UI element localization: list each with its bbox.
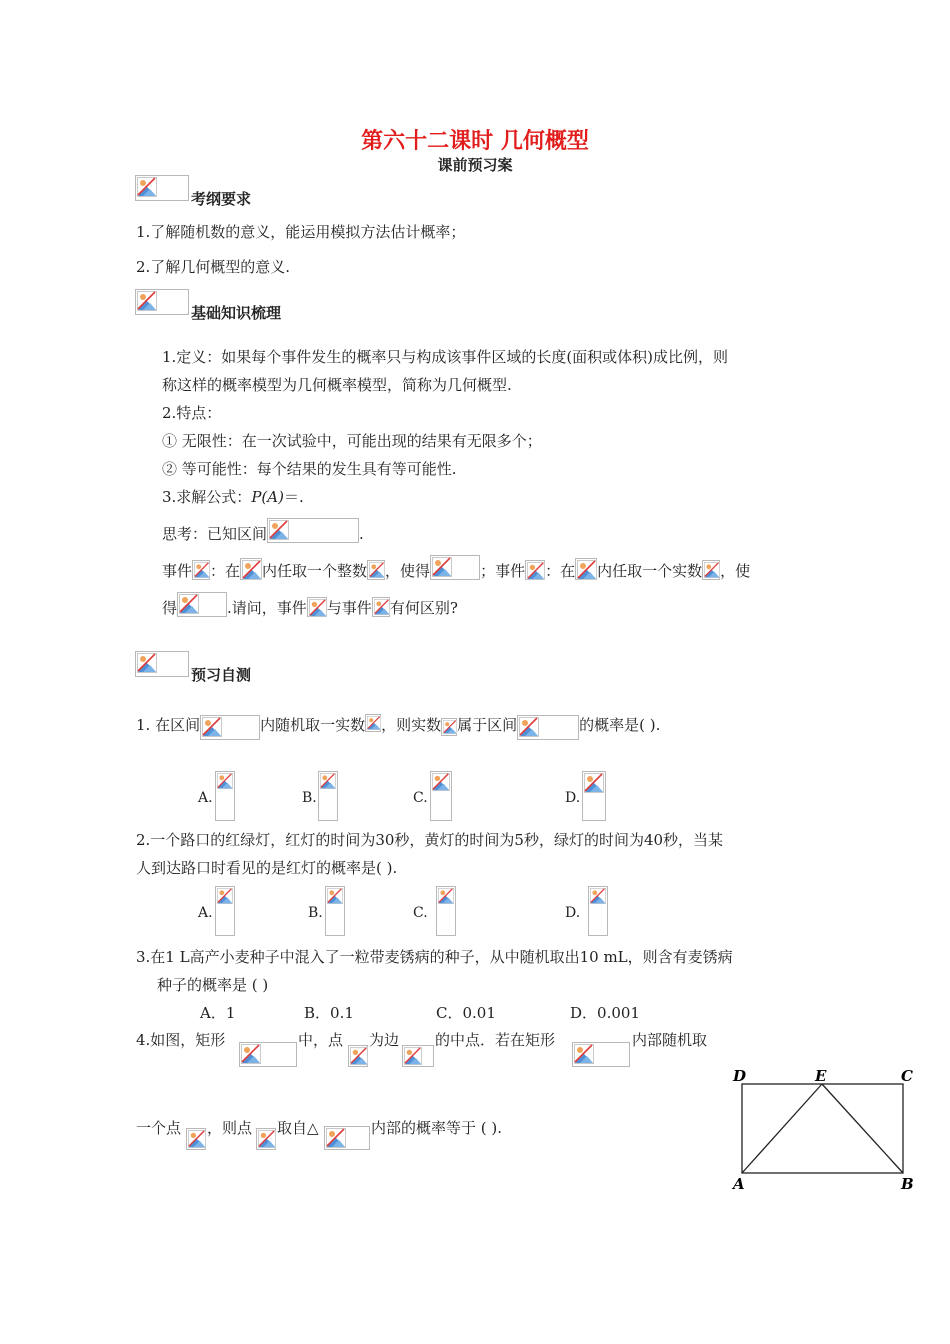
broken-image-icon: [348, 1045, 368, 1067]
q1-part-4: 属于区间: [457, 716, 518, 734]
q4-part-5: 内部随机取: [632, 1031, 708, 1049]
q2-option-d: D.: [565, 905, 581, 921]
broken-image-icon: [525, 560, 545, 580]
event-line-1: [162, 555, 750, 581]
page-subtitle: 课前预习案: [437, 156, 513, 174]
diff-text: 有何区别?: [389, 599, 458, 617]
broken-image-icon: [588, 886, 608, 936]
broken-image-icon: [430, 771, 452, 821]
broken-image-icon: [135, 651, 189, 677]
q2-line-2: 人到达路口时看见的是红灯的概率是( ).: [136, 859, 398, 877]
q1-part-1: 1. 在区间: [136, 716, 201, 734]
rectangle-figure: [725, 1062, 925, 1197]
broken-image-icon: [582, 771, 606, 821]
broken-image-icon: [365, 714, 381, 732]
broken-image-icon: [239, 1042, 297, 1067]
formula-p: P: [251, 488, 262, 506]
q4-part-6: 一个点: [136, 1119, 182, 1137]
feature-title: 2.特点：: [162, 404, 222, 422]
broken-image-icon: [325, 886, 345, 936]
label-c: C: [901, 1067, 913, 1085]
broken-image-icon: [200, 715, 260, 740]
q2-option-a: A.: [198, 905, 213, 921]
label-a: A: [733, 1175, 745, 1193]
formula-eq: ＝.: [283, 488, 304, 506]
kaogang-item-2: 2.了解几何概型的意义.: [136, 258, 291, 276]
broken-image-icon: [324, 1126, 370, 1150]
broken-image-icon: [215, 771, 235, 821]
broken-image-icon: [215, 886, 235, 936]
q4-part-9: 内部的概率等于 ( ).: [371, 1119, 503, 1137]
event-b-label: 事件: [495, 562, 526, 580]
label-b: B: [901, 1175, 914, 1193]
label-e: E: [815, 1067, 827, 1085]
broken-image-icon: [441, 718, 457, 736]
q1-part-5: 的概率是( ).: [579, 716, 661, 734]
q4-part-2: 中，点: [298, 1031, 344, 1049]
make-text-2: ，使: [720, 562, 751, 580]
broken-image-icon: [367, 560, 385, 580]
think-prefix: 思考：已知区间: [162, 525, 268, 543]
q4-part-3: 为边: [369, 1031, 400, 1049]
q3-option-c: C．0.01: [436, 1004, 496, 1022]
q3-option-b: B．0.1: [304, 1004, 354, 1022]
rectangle-abcd: [742, 1084, 903, 1173]
definition-line-2: 称这样的概率模型为几何概率模型，简称为几何概型.: [162, 376, 512, 394]
formula-a: (A): [261, 488, 284, 506]
section-heading-jichu: 基础知识梳理: [191, 304, 282, 322]
segment-ae: [742, 1084, 822, 1173]
q3-option-d: D．0.001: [570, 1004, 640, 1022]
broken-image-icon: [267, 518, 359, 543]
feature-2: ② 等可能性：每个结果的发生具有等可能性.: [162, 460, 457, 478]
broken-image-icon: [430, 555, 480, 580]
colon-at: ：在: [210, 562, 241, 580]
ask-text: .请问，事件: [227, 599, 307, 617]
q4-part-7: ，则点: [207, 1119, 253, 1137]
pick-int-text: 内任取一个整数: [262, 562, 368, 580]
broken-image-icon: [318, 771, 338, 821]
broken-image-icon: [240, 558, 262, 580]
and-event-text: 与事件: [326, 599, 372, 617]
q1-part-2: 内随机取一实数: [260, 716, 366, 734]
segment-eb: [822, 1084, 903, 1173]
broken-image-icon: [186, 1128, 206, 1150]
q1-option-a: A.: [198, 790, 213, 806]
broken-image-icon: [702, 560, 720, 580]
q1-option-c: C.: [413, 790, 428, 806]
label-d: D: [733, 1067, 747, 1085]
event-line-2: [162, 592, 458, 618]
think-end: .: [359, 525, 364, 543]
formula-prefix: 3.求解公式：: [162, 488, 252, 506]
broken-image-icon: [256, 1128, 276, 1150]
de-text: 得: [162, 599, 178, 617]
think-line: [162, 518, 364, 544]
q4-part-8: 取自△: [277, 1119, 319, 1137]
q2-line-1: 2.一个路口的红绿灯，红灯的时间为30秒，黄灯的时间为5秒，绿灯的时间为40秒，当某: [136, 831, 724, 849]
definition-line-1: 1.定义：如果每个事件发生的概率只与构成该事件区域的长度(面积或体积)成比例，则: [162, 348, 729, 366]
broken-image-icon: [135, 289, 189, 315]
broken-image-icon: [177, 592, 227, 617]
formula-line: [162, 487, 304, 507]
broken-image-icon: [135, 175, 189, 201]
section-heading-kaogang: 考纲要求: [191, 190, 252, 208]
question-1: [136, 714, 660, 740]
q4-part-4: 的中点．若在矩形: [435, 1031, 556, 1049]
broken-image-icon: [402, 1045, 434, 1067]
q1-part-3: ，则实数: [381, 716, 442, 734]
broken-image-icon: [517, 715, 579, 740]
q3-line-2: 种子的概率是 ( ): [157, 976, 269, 994]
kaogang-item-1: 1.了解随机数的意义，能运用模拟方法估计概率；: [136, 223, 466, 241]
q2-option-b: B.: [308, 905, 323, 921]
section-heading-yuxi: 预习自测: [191, 666, 252, 684]
colon-at-2: ：在: [545, 562, 576, 580]
broken-image-icon: [436, 886, 456, 936]
pick-real-text: 内任取一个实数: [597, 562, 703, 580]
semicolon: ；: [480, 562, 496, 580]
q4-part-1: 4.如图，矩形: [136, 1031, 226, 1049]
page-title: 第六十二课时 几何概型: [361, 129, 589, 154]
q1-option-d: D.: [565, 790, 581, 806]
broken-image-icon: [372, 597, 390, 617]
broken-image-icon: [572, 1042, 630, 1067]
broken-image-icon: [307, 597, 327, 617]
make-text: ，使得: [385, 562, 431, 580]
event-a-label: 事件: [162, 562, 193, 580]
q2-option-c: C.: [413, 905, 428, 921]
broken-image-icon: [192, 560, 210, 580]
broken-image-icon: [575, 558, 597, 580]
feature-1: ① 无限性：在一次试验中，可能出现的结果有无限多个；: [162, 432, 542, 450]
q1-option-b: B.: [302, 790, 317, 806]
q3-option-a: A．1: [200, 1004, 236, 1022]
q3-line-1: 3.在1 L高产小麦种子中混入了一粒带麦锈病的种子，从中随机取出10 mL，则含有麦锈病: [136, 948, 733, 966]
